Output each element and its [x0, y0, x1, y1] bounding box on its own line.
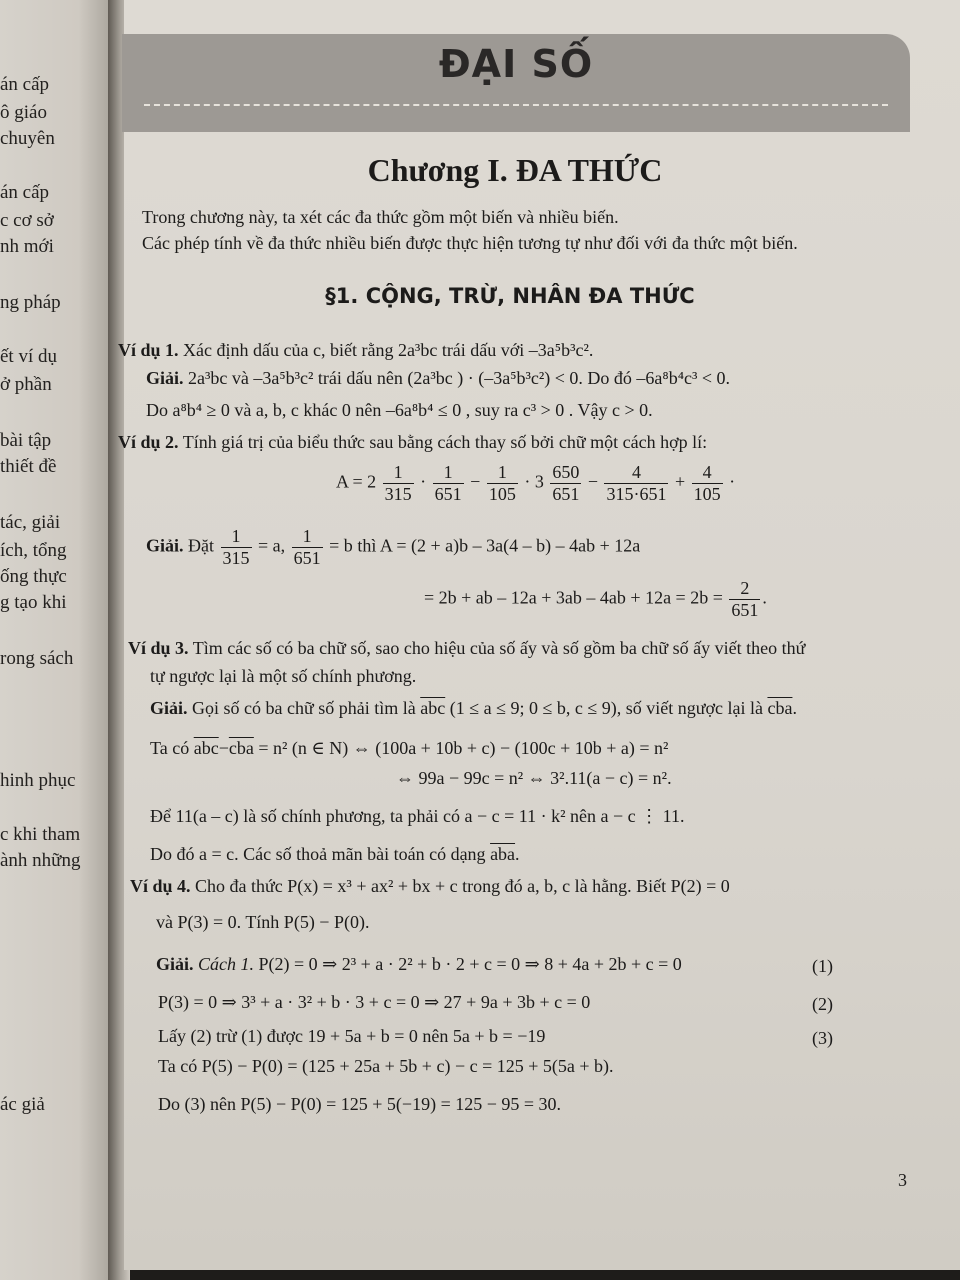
operator: −: [587, 471, 598, 492]
fraction: $\frac{1}{651}$: [293, 526, 321, 568]
example-label: Ví dụ 1.: [118, 340, 179, 360]
solution-text: Do đó a = c. Các số thoả mãn bài toán có dạng: [150, 844, 486, 864]
example-3-solution-line-4: Để 11(a – c) là số chính phương, ta phải có a − c = 11 · k² nên a − c ⋮ 11.: [150, 806, 685, 826]
example-2-solution-line-2: [424, 578, 767, 620]
operator: −: [470, 471, 481, 492]
left-page-fragment: bài tập: [0, 430, 52, 451]
fraction: $\frac{1}{105}$: [488, 462, 516, 504]
number-aba: $\overline{aba}$: [490, 844, 516, 864]
left-page-fragment: ở phần: [0, 374, 52, 395]
solution-label: Giải.: [146, 535, 184, 556]
solution-text: = a,: [258, 535, 286, 556]
fraction: $\frac{4}{315\cdot 651}$: [606, 462, 667, 504]
example-4-solution-line-3: Lấy (2) trừ (1) được 19 + 5a + b = 0 nên 5a + b = −19: [158, 1026, 546, 1046]
number-cba: $\overline{cba}$: [228, 738, 254, 758]
example-3: [128, 638, 805, 659]
equation-number: (2): [812, 994, 833, 1014]
equation-number: (1): [812, 956, 833, 976]
example-3-solution-line-2: Ta có $\overline{abc}-\overline{cba} = n^2$ (n ∈ N) ⇔ (100a + 10b + c) − (100c + 10b + a) = n²: [150, 738, 669, 758]
number-cba: $\overline{cba}$: [767, 698, 793, 718]
solution-text: P(2) = 0 ⇒ 2³ + a · 2² + b · 2 + c = 0 ⇒ 8 + 4a + 2b + c = 0: [258, 954, 682, 974]
example-text: Cho đa thức P(x) = x³ + ax² + bx + c trong đó a, b, c là hằng. Biết P(2) = 0: [195, 876, 730, 896]
formula-lhs: A = 2: [336, 471, 377, 492]
solution-text: = n² (n ∈ N) ⇔ (100a + 10b + c) − (100c + 10b + a) = n²: [258, 738, 669, 758]
chapter-title: Chương I. ĐA THỨC: [367, 152, 663, 188]
fraction: $\frac{2}{651}$: [731, 578, 759, 620]
banner-dashed-rule: [144, 104, 888, 106]
solution-text: (1 ≤ a ≤ 9; 0 ≤ b, c ≤ 9), số viết ngược lại là: [449, 698, 763, 718]
solution-text: = b: [329, 535, 353, 556]
left-page-fragment: chuyên: [0, 128, 55, 149]
example-text: Tìm các số có ba chữ số, sao cho hiệu của số ấy và số gồm ba chữ số ấy viết theo thứ: [192, 638, 806, 658]
left-page-fragment: ích, tổng: [0, 540, 67, 561]
solution-text: Đặt: [188, 535, 215, 556]
left-page-fragment: thiết đề: [0, 456, 57, 477]
left-page-fragment: ô giáo: [0, 102, 47, 123]
solution-label: Giải.: [146, 368, 184, 388]
example-4-solution-line-5: Do (3) nên P(5) − P(0) = 125 + 5(−19) = 125 − 95 = 30.: [158, 1094, 562, 1114]
example-3-solution-line-3: ⇔ 99a − 99c = n² ⇔ 3².11(a − c) = n².: [396, 768, 672, 788]
example-4-solution-line-1: [156, 954, 682, 975]
example-text: Tính giá trị của biểu thức sau bằng cách thay số bởi chữ một cách hợp lí:: [182, 432, 708, 452]
intro-line: Các phép tính về đa thức nhiều biến được thực hiện tương tự như đối với đa thức một biến.: [142, 233, 798, 253]
number-abc: $\overline{abc}$: [193, 738, 219, 758]
page-number: 3: [898, 1170, 907, 1190]
example-text: Xác định dấu của c, biết rằng 2a³bc trái dấu với –3a⁵b³c².: [183, 340, 594, 360]
operator: .: [762, 587, 767, 608]
fraction: $\frac{1}{315}$: [384, 462, 412, 504]
example-label: Ví dụ 4.: [130, 876, 191, 896]
example-4-solution-line-4: Ta có P(5) − P(0) = (125 + 25a + 5b + c) − c = 125 + 5(5a + b).: [158, 1056, 614, 1076]
method-label: Cách 1.: [198, 954, 255, 974]
example-3-solution-line-1: [150, 698, 797, 719]
solution-text: = 2b + ab – 12a + 3ab – 4ab + 12a = 2b =: [424, 587, 723, 608]
solution-text: Ta có: [150, 738, 190, 758]
intro-line: Trong chương này, ta xét các đa thức gồm một biến và nhiều biến.: [142, 207, 619, 227]
left-page: [0, 0, 112, 1280]
left-page-fragment: c khi tham: [0, 824, 81, 845]
section-title: §1. CỘNG, TRỪ, NHÂN ĐA THỨC: [325, 284, 695, 308]
left-page-fragment: ống thực: [0, 566, 67, 587]
left-page-fragment: c cơ sở: [0, 210, 54, 231]
operator: ·: [420, 471, 427, 492]
operator: ·: [729, 471, 736, 492]
example-label: Ví dụ 3.: [128, 638, 189, 658]
example-2-formula: [336, 462, 735, 504]
example-4: [130, 876, 730, 897]
left-page-fragment: ết ví dụ: [0, 346, 57, 367]
left-page-fragment: ành những: [0, 850, 81, 871]
solution-text: Gọi số có ba chữ số phải tìm là: [192, 698, 416, 718]
solution-text: 2a³bc và –3a⁵b³c² trái dấu nên (2a³bc ) · (–3a⁵b³c²) < 0. Do đó –6a⁸b⁴c³ < 0.: [188, 368, 731, 388]
solution-text: .: [515, 844, 520, 864]
fraction: $\frac{4}{105}$: [693, 462, 721, 504]
operator: +: [674, 471, 686, 492]
example-2: [118, 432, 707, 453]
example-2-solution-line-1: [146, 526, 640, 568]
example-4-line-2: và P(3) = 0. Tính P(5) − P(0).: [156, 912, 370, 932]
left-page-fragment: án cấp: [0, 182, 50, 203]
part-title: ĐẠI SỐ: [438, 42, 594, 86]
part-banner: [122, 34, 910, 132]
left-page-fragment: rong sách: [0, 648, 74, 669]
number-abc: $\overline{abc}$: [420, 698, 446, 718]
left-page-fragment: ng pháp: [0, 292, 61, 313]
fraction: $\frac{650}{651}$: [552, 462, 580, 504]
solution-label: Giải.: [150, 698, 188, 718]
left-page-fragment: g tạo khi: [0, 592, 67, 613]
left-page-fragment: ác giả: [0, 1094, 45, 1115]
example-3-line-2: tự ngược lại là một số chính phương.: [150, 666, 417, 686]
example-3-solution-line-5: [150, 844, 520, 865]
equation-number: (3): [812, 1028, 833, 1048]
right-page: [124, 0, 960, 1270]
solution-text: .: [792, 698, 797, 718]
solution-text: thì A = (2 + a)b – 3a(4 – b) – 4ab + 12a: [357, 535, 641, 556]
solution-label: Giải.: [156, 954, 194, 974]
left-page-fragment: nh mới: [0, 236, 54, 257]
example-label: Ví dụ 2.: [118, 432, 179, 452]
example-4-solution-line-2: P(3) = 0 ⇒ 3³ + a · 3² + b · 3 + c = 0 ⇒ 27 + 9a + 3b + c = 0: [158, 992, 591, 1012]
fraction: $\frac{1}{651}$: [434, 462, 462, 504]
left-page-fragment: án cấp: [0, 74, 50, 95]
example-1-solution-line-2: Do a⁸b⁴ ≥ 0 và a, b, c khác 0 nên –6a⁸b⁴ ≤ 0 , suy ra c³ > 0 . Vậy c > 0.: [146, 400, 653, 420]
example-1-solution-line-1: [146, 368, 730, 389]
example-1: [118, 340, 593, 361]
left-page-fragment: hinh phục: [0, 770, 76, 791]
left-page-fragment: tác, giải: [0, 512, 61, 533]
fraction: $\frac{1}{315}$: [222, 526, 250, 568]
operator: · 3: [524, 471, 544, 492]
